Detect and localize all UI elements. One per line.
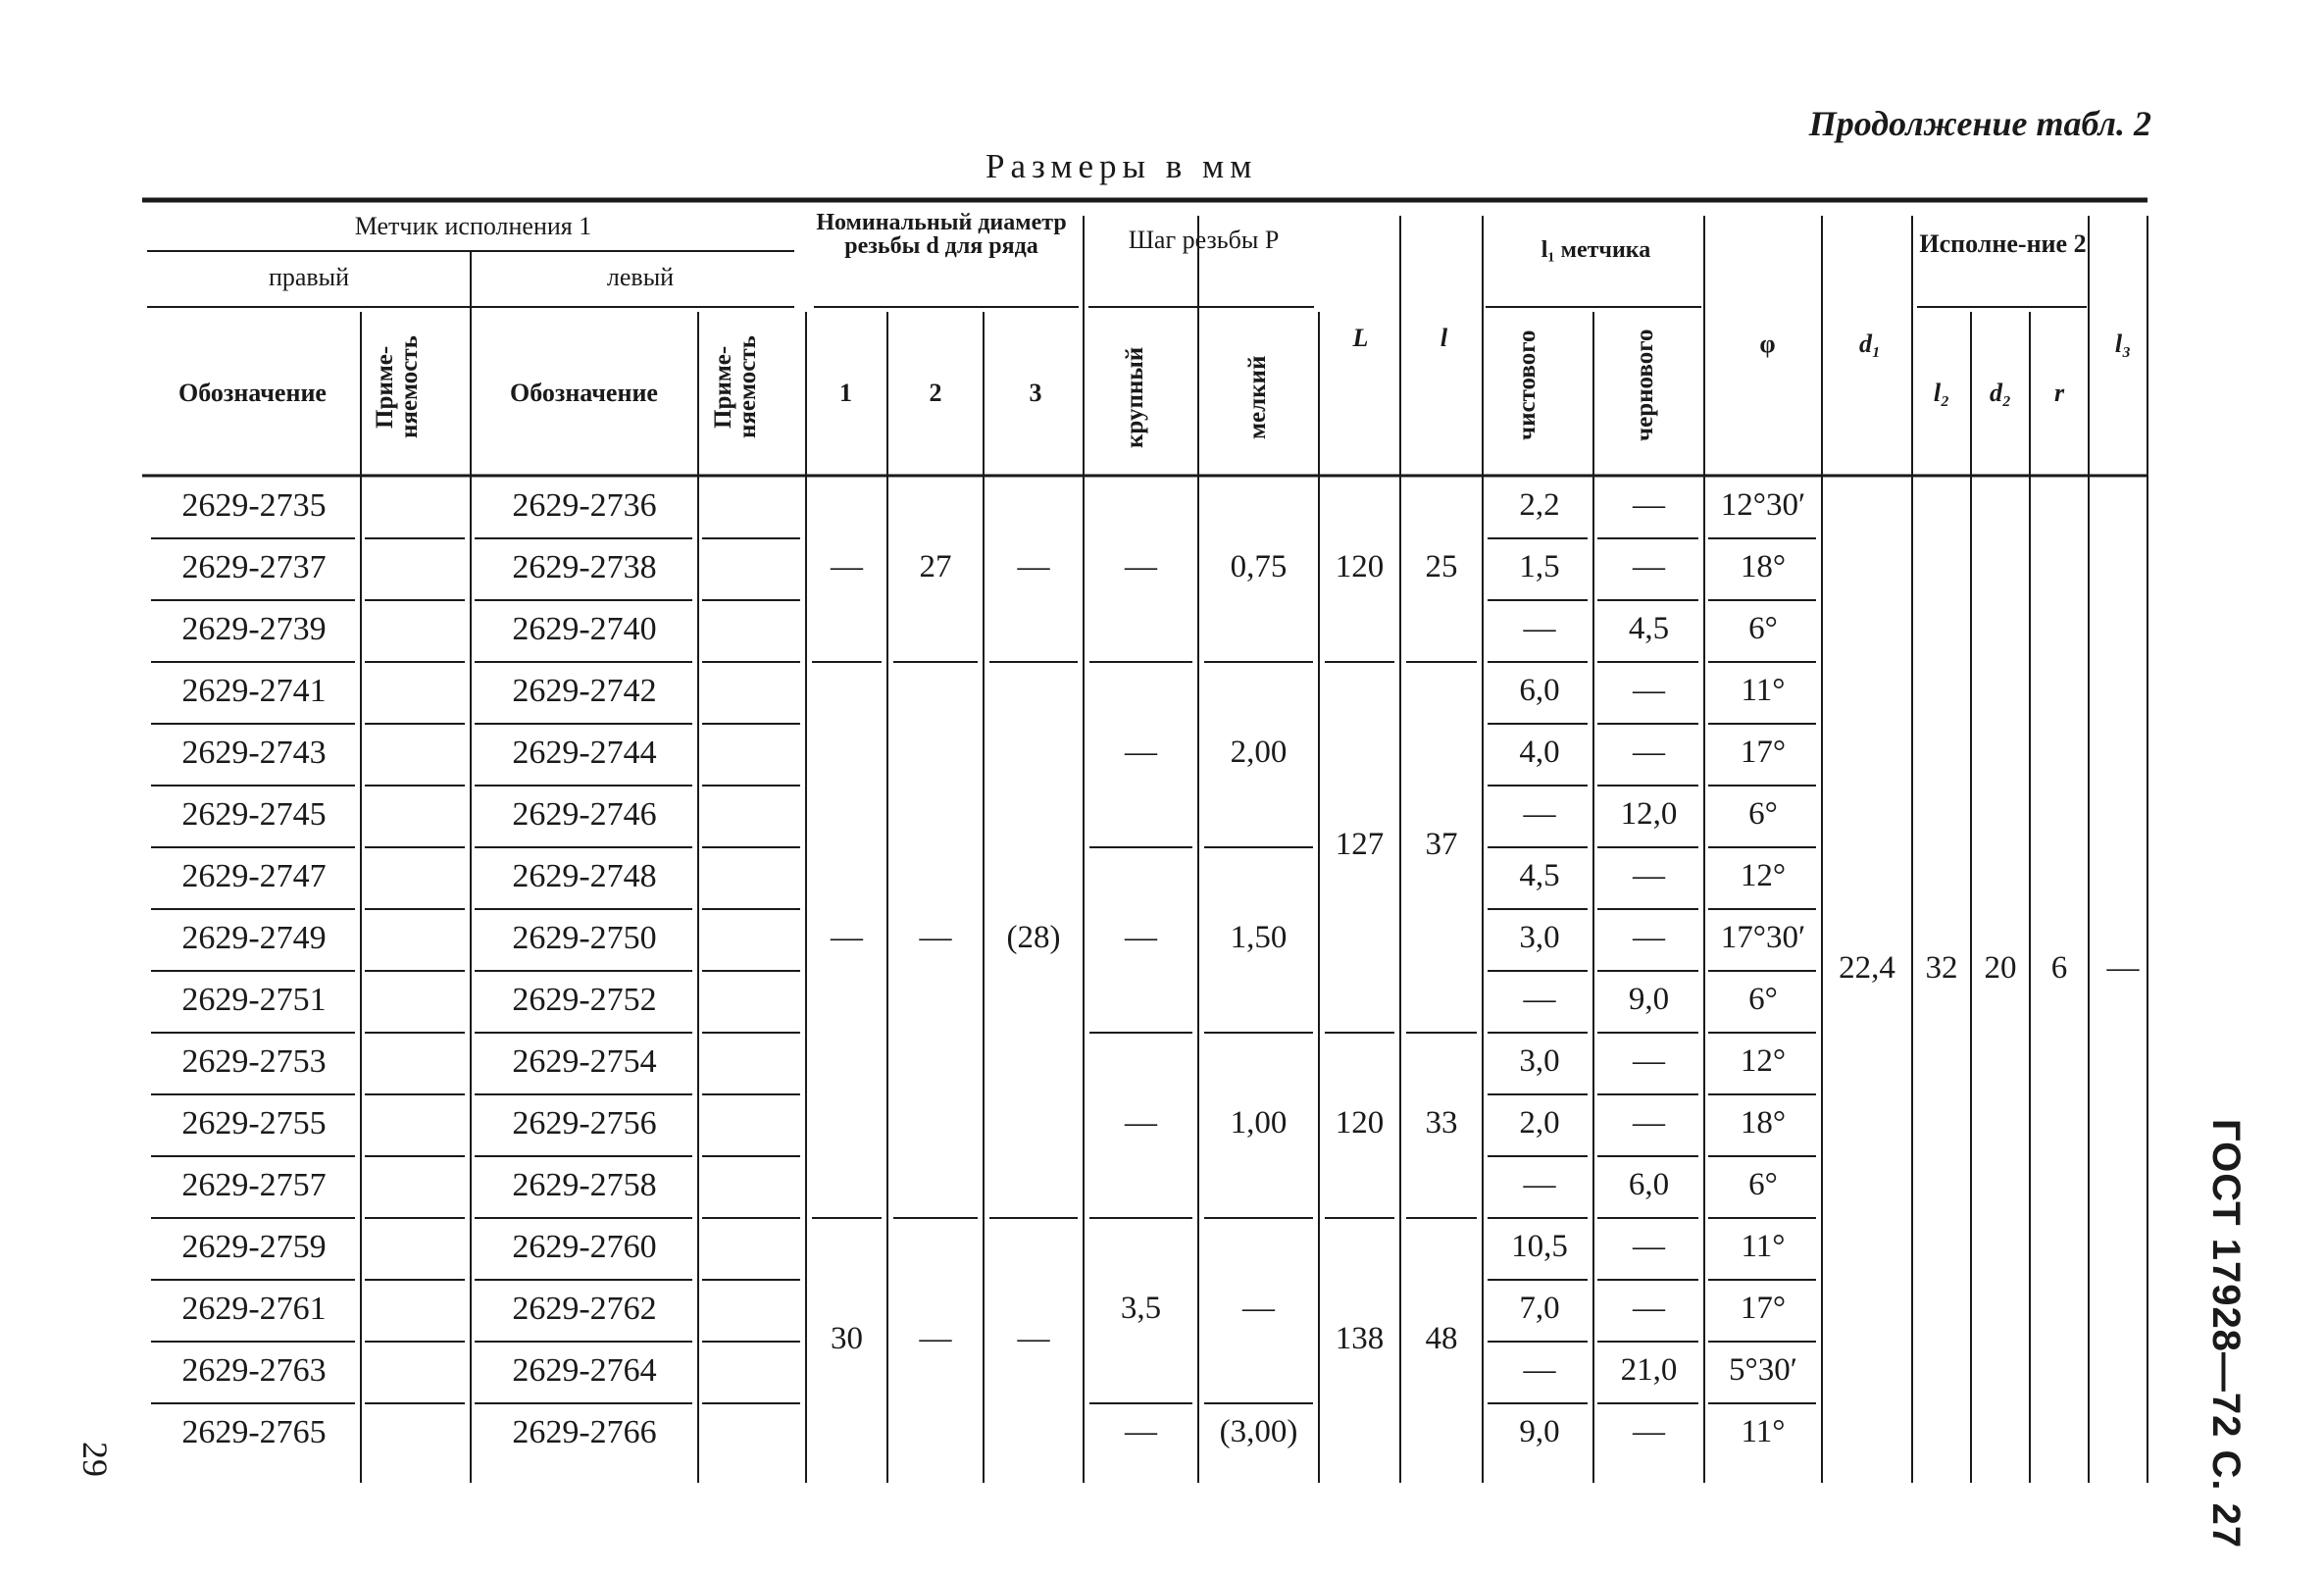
table-cell-pitch-fine: 2,00 — [1230, 734, 1288, 770]
header-version2: Исполне-ние 2 — [1919, 229, 2087, 258]
header-row-3: 3 — [1029, 379, 1042, 407]
table-cell-l1-finishing: — — [1523, 1351, 1556, 1388]
table-cell-right-designation: 2629-2753 — [181, 1042, 327, 1080]
table-cell-L: 120 — [1335, 548, 1385, 584]
table-cell-phi: 17° — [1740, 734, 1787, 770]
table-cell-pitch-fine: 1,50 — [1230, 919, 1288, 955]
table-cell-l3: — — [2106, 950, 2140, 986]
table-cell-phi: 17°30′ — [1720, 919, 1806, 955]
table-cell-pitch-fine: (3,00) — [1219, 1413, 1298, 1449]
table-cell-phi: 5°30′ — [1729, 1351, 1797, 1388]
table-cell-left-designation: 2629-2766 — [512, 1413, 657, 1450]
table-cell-l1-finishing: 10,5 — [1511, 1228, 1568, 1264]
table-cell-diameter-row3: — — [1017, 548, 1050, 584]
header-d1: d₁ — [1858, 330, 1882, 358]
table-cell-right-designation: 2629-2765 — [181, 1413, 327, 1450]
table-cell-l1-roughing: 21,0 — [1620, 1351, 1678, 1388]
table-cell-diameter-row1: 30 — [831, 1321, 863, 1356]
table-cell-left-designation: 2629-2738 — [512, 548, 657, 585]
table-cell-l1-roughing: — — [1633, 1290, 1665, 1326]
table-cell-left-designation: 2629-2756 — [512, 1104, 657, 1142]
table-cell-phi: 6° — [1748, 981, 1778, 1017]
table-cell-l1-finishing: 4,0 — [1519, 734, 1560, 770]
table-cell-left-designation: 2629-2752 — [512, 981, 657, 1018]
table-cell-l: 25 — [1425, 548, 1458, 584]
table-cell-right-designation: 2629-2761 — [181, 1290, 327, 1327]
table-cell-phi: 6° — [1748, 795, 1778, 832]
table-cell-l1-roughing: — — [1633, 1413, 1665, 1449]
table-cell-l: 37 — [1425, 827, 1458, 862]
header-roughing: чернового — [1632, 329, 1658, 442]
header-finishing: чистового — [1514, 330, 1541, 441]
table-cell-l1-finishing: 1,5 — [1519, 548, 1560, 584]
table-cell-pitch-coarse: 3,5 — [1120, 1290, 1162, 1326]
table-cell-left-designation: 2629-2736 — [512, 486, 657, 524]
table-cell-right-designation: 2629-2737 — [181, 548, 327, 585]
table-cell-l: 48 — [1425, 1321, 1458, 1356]
table-cell-l1-finishing: 3,0 — [1519, 1042, 1560, 1079]
table-cell-pitch-fine: 0,75 — [1230, 548, 1288, 584]
table-cell-left-designation: 2629-2746 — [512, 795, 657, 833]
units-caption: Размеры в мм — [985, 147, 1258, 185]
table-cell-left-designation: 2629-2750 — [512, 919, 657, 956]
table-cell-pitch-coarse: — — [1125, 1104, 1157, 1141]
table-cell-right-designation: 2629-2741 — [181, 672, 327, 709]
table-cell-right-designation: 2629-2763 — [181, 1351, 327, 1389]
table-cell-l1-roughing: — — [1633, 857, 1665, 893]
table-cell-l1-finishing: — — [1523, 610, 1556, 646]
table-cell-L: 120 — [1335, 1104, 1385, 1141]
table-cell-pitch-fine: — — [1242, 1290, 1275, 1326]
table-cell-l1-finishing: 9,0 — [1519, 1413, 1560, 1449]
header-l1: l₁ метчика — [1541, 237, 1651, 263]
table-cell-l1-roughing: — — [1633, 1042, 1665, 1079]
table-cell-l1-finishing: — — [1523, 795, 1556, 832]
table-cell-left-designation: 2629-2754 — [512, 1042, 657, 1080]
table-cell-pitch-fine: 1,00 — [1230, 1104, 1288, 1141]
table-cell-d1: 22,4 — [1839, 950, 1895, 986]
table-cell-diameter-row1: — — [831, 548, 863, 584]
header-l: l — [1440, 324, 1448, 352]
header-coarse: крупный — [1122, 346, 1148, 448]
table-cell-phi: 17° — [1740, 1290, 1787, 1326]
table-cell-phi: 11° — [1741, 1413, 1786, 1449]
table-cell-l1-roughing: — — [1633, 1228, 1665, 1264]
header-applicability-left: Приме-няемость — [710, 335, 761, 439]
header-right: правый — [268, 263, 350, 291]
table-cell-right-designation: 2629-2735 — [181, 486, 327, 524]
table-cell-left-designation: 2629-2760 — [512, 1228, 657, 1265]
table-cell-diameter-row2: — — [919, 919, 952, 955]
header-left: левый — [606, 263, 675, 291]
table-cell-L: 138 — [1335, 1321, 1385, 1356]
table-cell-left-designation: 2629-2748 — [512, 857, 657, 894]
table-cell-phi: 12° — [1740, 1042, 1787, 1079]
table-cell-pitch-coarse: — — [1125, 548, 1157, 584]
continuation-label: Продолжение табл. 2 — [1808, 104, 2151, 143]
table-cell-pitch-coarse: — — [1125, 734, 1157, 770]
table-cell-l1-roughing: — — [1633, 672, 1665, 708]
table-cell-l1-roughing: 12,0 — [1620, 795, 1678, 832]
table-cell-right-designation: 2629-2757 — [181, 1166, 327, 1203]
header-designation-left: Обозначение — [510, 379, 658, 407]
table-cell-diameter-row1: — — [831, 919, 863, 955]
table-cell-l: 33 — [1425, 1104, 1458, 1141]
table-cell-l2: 32 — [1925, 950, 1958, 986]
table-cell-l1-roughing: 6,0 — [1628, 1166, 1670, 1202]
table-cell-phi: 12° — [1740, 857, 1787, 893]
header-tap-type1: Метчик исполнения 1 — [354, 212, 592, 240]
table-cell-l1-finishing: 7,0 — [1519, 1290, 1560, 1326]
table-cell-l1-finishing: — — [1523, 1166, 1556, 1202]
table-cell-left-designation: 2629-2740 — [512, 610, 657, 647]
table-cell-right-designation: 2629-2751 — [181, 981, 327, 1018]
table-cell-right-designation: 2629-2747 — [181, 857, 327, 894]
table-cell-left-designation: 2629-2758 — [512, 1166, 657, 1203]
table-cell-phi: 18° — [1740, 1104, 1787, 1141]
table-cell-l1-roughing: — — [1633, 919, 1665, 955]
header-applicability-right: Приме-няемость — [372, 335, 423, 439]
table-cell-l1-roughing: 4,5 — [1628, 610, 1670, 646]
table-cell-right-designation: 2629-2749 — [181, 919, 327, 956]
header-r: r — [2053, 379, 2065, 407]
table-cell-right-designation: 2629-2755 — [181, 1104, 327, 1142]
table-cell-right-designation: 2629-2739 — [181, 610, 327, 647]
table-cell-left-designation: 2629-2764 — [512, 1351, 657, 1389]
page-number: 29 — [76, 1442, 115, 1477]
table-cell-left-designation: 2629-2762 — [512, 1290, 657, 1327]
header-d2: d₂ — [1989, 379, 2012, 407]
table-cell-pitch-coarse: — — [1125, 1413, 1157, 1449]
header-row-1: 1 — [839, 379, 852, 407]
header-l2: l₂ — [1933, 379, 1950, 407]
table-cell-left-designation: 2629-2742 — [512, 672, 657, 709]
table-cell-phi: 18° — [1740, 548, 1787, 584]
table-cell-phi: 6° — [1748, 610, 1778, 646]
header-fine: мелкий — [1244, 355, 1271, 439]
table-cell-l1-roughing: — — [1633, 734, 1665, 770]
header-thread-pitch: Шаг резьбы P — [1128, 226, 1280, 254]
table-cell-phi: 11° — [1741, 672, 1786, 708]
table-cell-right-designation: 2629-2743 — [181, 734, 327, 771]
table-cell-diameter-row3: — — [1017, 1321, 1050, 1356]
table-cell-l1-finishing: 2,0 — [1519, 1104, 1560, 1141]
table-cell-phi: 12°30′ — [1720, 486, 1806, 523]
header-designation-right: Обозначение — [178, 379, 327, 407]
table-cell-l1-finishing: 6,0 — [1519, 672, 1560, 708]
table-cell-l1-finishing: 4,5 — [1519, 857, 1560, 893]
table-cell-l1-finishing: 2,2 — [1519, 486, 1560, 523]
table-cell-diameter-row2: — — [919, 1321, 952, 1356]
table-cell-pitch-coarse: — — [1125, 919, 1157, 955]
standard-side-label: ГОСТ 17928—72 С. 27 — [2204, 1118, 2248, 1549]
table-cell-l1-finishing: — — [1523, 981, 1556, 1017]
header-l3: l₃ — [2114, 330, 2132, 358]
table-cell-l1-roughing: — — [1633, 486, 1665, 523]
table-cell-r: 6 — [2050, 950, 2068, 986]
table-cell-diameter-row2: 27 — [919, 548, 952, 584]
table-cell-phi: 11° — [1741, 1228, 1786, 1264]
table-cell-l1-roughing: — — [1633, 1104, 1665, 1141]
table-cell-d2: 20 — [1984, 950, 2017, 986]
table-cell-left-designation: 2629-2744 — [512, 734, 657, 771]
table-cell-l1-roughing: — — [1633, 548, 1665, 584]
header-phi: φ — [1759, 330, 1776, 358]
table-cell-diameter-row3: (28) — [1006, 919, 1061, 955]
header-nominal-diameter: Номинальный диаметр резьбы d для ряда — [816, 210, 1067, 259]
table-cell-right-designation: 2629-2745 — [181, 795, 327, 833]
table-cell-right-designation: 2629-2759 — [181, 1228, 327, 1265]
table-cell-L: 127 — [1335, 827, 1385, 862]
table-cell-l1-finishing: 3,0 — [1519, 919, 1560, 955]
table-cell-phi: 6° — [1748, 1166, 1778, 1202]
header-row-2: 2 — [929, 379, 942, 407]
header-L: L — [1352, 324, 1369, 352]
table-cell-l1-roughing: 9,0 — [1628, 981, 1670, 1017]
